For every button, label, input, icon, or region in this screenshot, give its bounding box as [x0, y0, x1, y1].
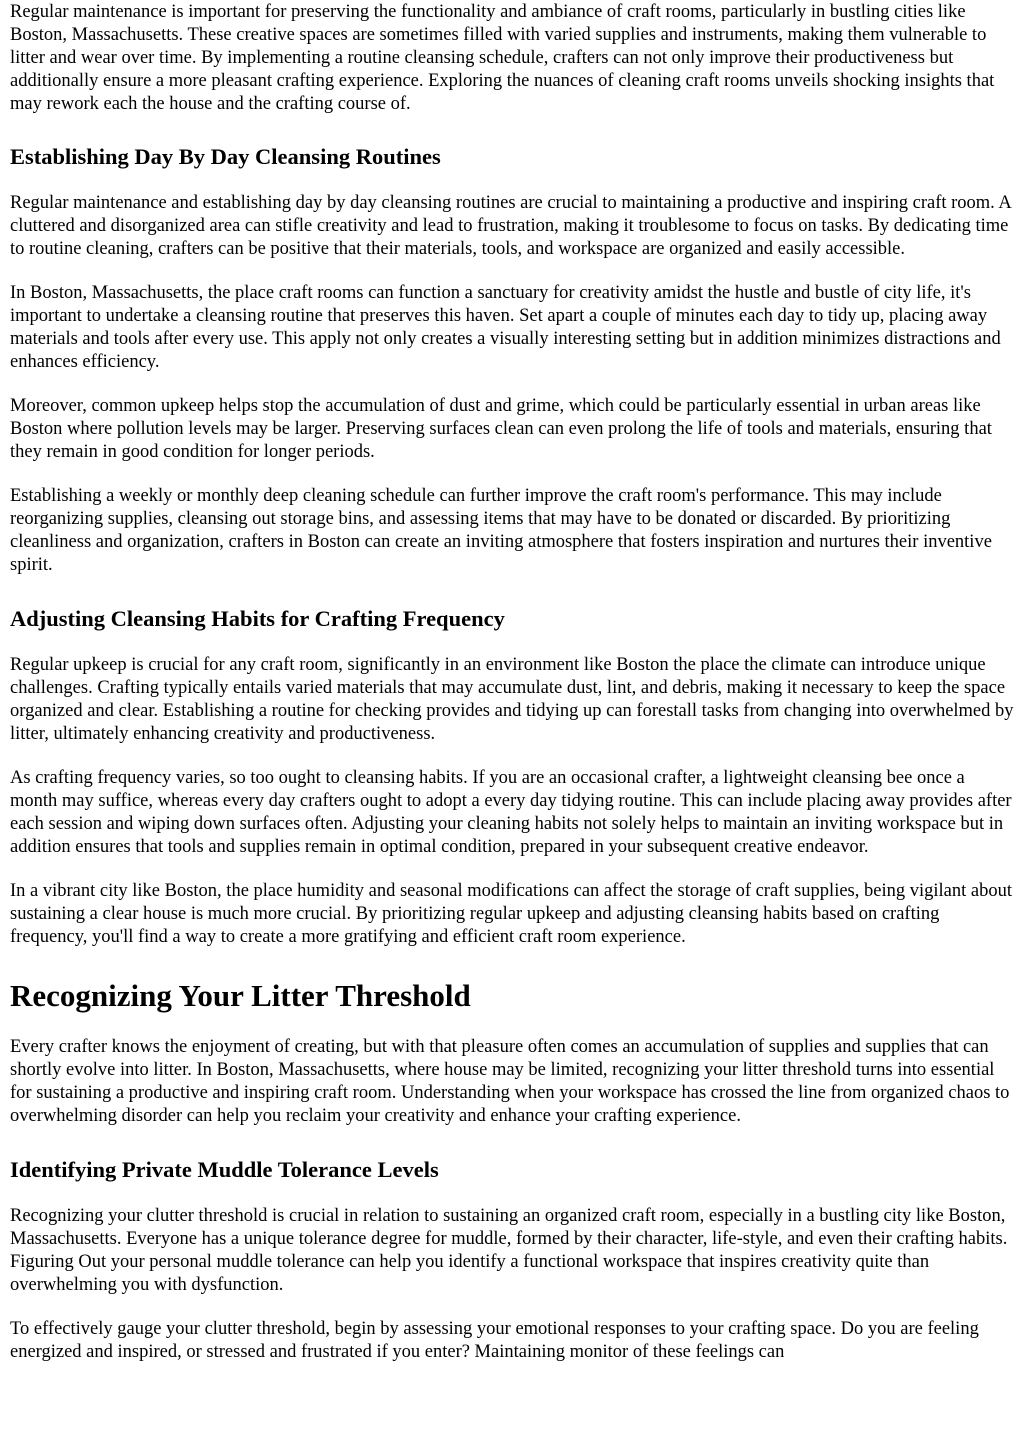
main-heading-litter-threshold: Recognizing Your Litter Threshold [10, 978, 471, 1013]
section-heading-crafting-frequency: Adjusting Cleansing Habits for Crafting Frequency [10, 606, 505, 631]
paragraph: Moreover, common upkeep helps stop the accumulation of dust and grime, which could be particularly essential in urban areas like Boston where pollution levels may be larger. Preserving surfaces clean can even prolong the life of tools and materials, ensuring that they remain in good condition for longer periods. [10, 396, 992, 462]
article [0, 1, 1024, 1364]
paragraph: In Boston, Massachusetts, the place craft rooms can function a sanctuary for creativity amidst the hustle and bustle of city life, it's important to undertake a cleansing routine that preserves this haven. Set apart a couple of minutes each day to tidy up, placing away materials and tools after every use. This apply not only creates a visually interesting setting but in addition minimizes distractions and enhances efficiency. [10, 283, 1001, 372]
paragraph: To effectively gauge your clutter threshold, begin by assessing your emotional responses to your crafting space. Do you are feeling energized and inspired, or stressed and frustrated if you enter? Maintaining monitor of these feelings can [10, 1319, 979, 1362]
paragraph: In a vibrant city like Boston, the place humidity and seasonal modifications can affect the storage of craft supplies, being vigilant about sustaining a clear house is much more crucial. By prioritizing regular upkeep and adjusting cleansing habits based on crafting frequency, you'll find a way to create a more gratifying and efficient craft room experience. [10, 881, 1012, 947]
section-heading-muddle-tolerance: Identifying Private Muddle Tolerance Levels [10, 1157, 439, 1182]
intro-paragraph: Regular maintenance is important for preserving the functionality and ambiance of craft rooms, particularly in bustling cities like Boston, Massachusetts. These creative spaces are sometimes filled with varied supplies and instruments, making them vulnerable to litter and wear over time. By implementing a routine cleansing schedule, crafters can not only improve their productiveness but additionally ensure a more pleasant crafting experience. Exploring the nuances of cleaning craft rooms unveils shocking insights that may rework each the house and the crafting course of. [10, 2, 995, 114]
paragraph: Regular maintenance and establishing day by day cleansing routines are crucial to maintaining a productive and inspiring craft room. A cluttered and disorganized area can stifle creativity and lead to frustration, making it troublesome to focus on tasks. By dedicating time to routine cleaning, crafters can be positive that their materials, tools, and workspace are organized and easily accessible. [10, 193, 1011, 259]
paragraph: As crafting frequency varies, so too ought to cleansing habits. If you are an occasional crafter, a lightweight cleansing bee once a month may suffice, whereas every day crafters ought to adopt a every day tidying routine. This can include placing away provides after each session and wiping down surfaces often. Adjusting your cleaning habits not solely helps to maintain an inviting workspace but in addition ensures that tools and supplies remain in optimal condition, prepared in your subsequent creative endeavor. [10, 768, 1012, 857]
paragraph: Every crafter knows the enjoyment of creating, but with that pleasure often comes an accumulation of supplies and supplies that can shortly evolve into litter. In Boston, Massachusetts, where house may be limited, recognizing your litter threshold turns into essential for sustaining a productive and inspiring craft room. Understanding when your workspace has crossed the line from organized chaos to overwhelming disorder can help you reclaim your creativity and enhance your crafting experience. [10, 1037, 1010, 1126]
paragraph: Recognizing your clutter threshold is crucial in relation to sustaining an organized craft room, especially in a bustling city like Boston, Massachusetts. Everyone has a unique tolerance degree for muddle, formed by their character, life-style, and even their crafting habits. Figuring Out your personal muddle tolerance can help you identify a functional workspace that inspires creativity quite than overwhelming you with dysfunction. [10, 1206, 1008, 1295]
paragraph: Regular upkeep is crucial for any craft room, significantly in an environment like Boston the place the climate can introduce unique challenges. Crafting typically entails varied materials that may accumulate dust, lint, and debris, making it necessary to keep the space organized and clear. Establishing a routine for checking provides and tidying up can forestall tasks from changing into overwhelmed by litter, ultimately enhancing creativity and productiveness. [10, 655, 1014, 744]
paragraph: Establishing a weekly or monthly deep cleaning schedule can further improve the craft room's performance. This may include reorganizing supplies, cleansing out storage bins, and assessing items that may have to be donated or discarded. By prioritizing cleanliness and organization, crafters in Boston can create an inviting atmosphere that fosters inspiration and nurtures their inventive spirit. [10, 486, 992, 575]
section-heading-daily-routines: Establishing Day By Day Cleansing Routines [10, 144, 441, 169]
